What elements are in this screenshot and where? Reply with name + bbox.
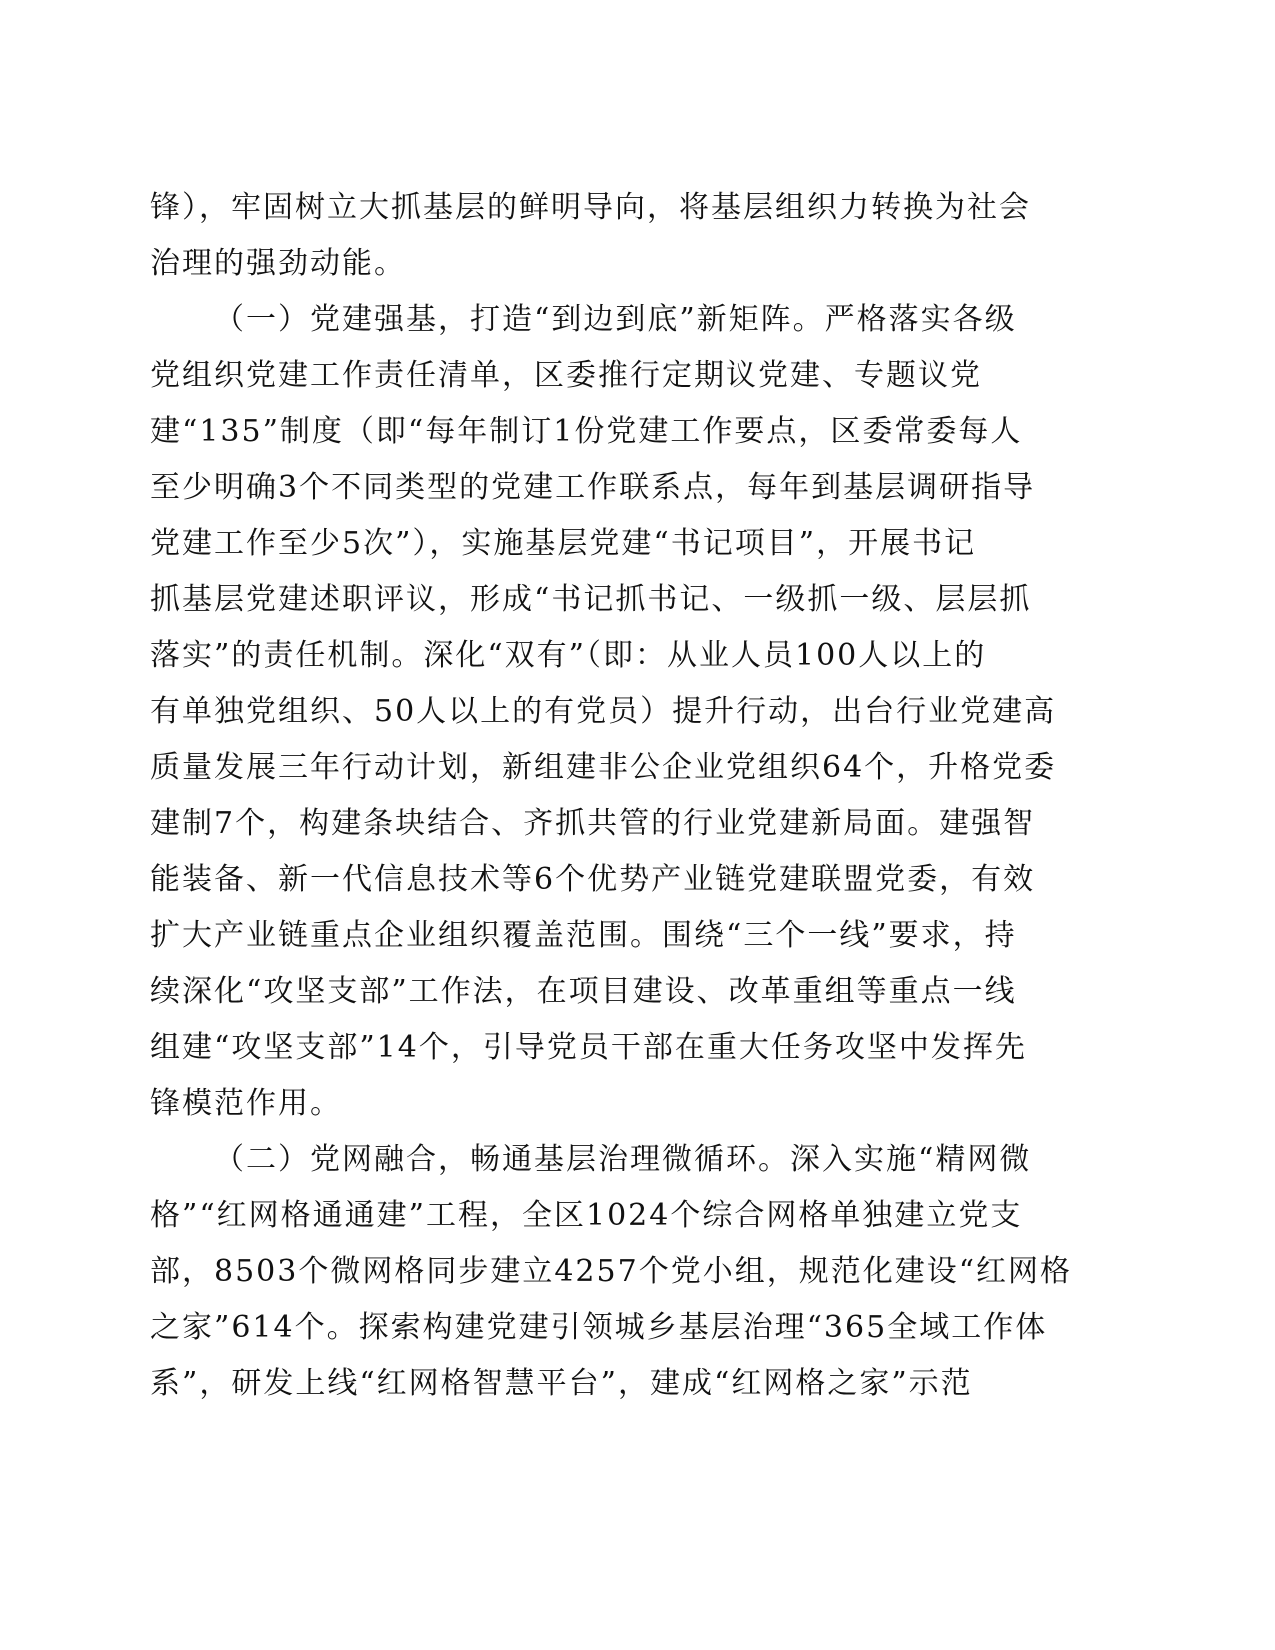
text-line: 建制7个，构建条块结合、齐抓共管的行业党建新局面。建强智 (150, 806, 1036, 841)
text-line: 续深化“攻坚支部”工作法，在项目建设、改革重组等重点一线 (150, 974, 1017, 1009)
text-line: 锋），牢固树立大抓基层的鲜明导向，将基层组织力转换为社会 (150, 190, 1031, 225)
text-line: 有单独党组织、50人以上的有党员）提升行动，出台行业党建高 (150, 694, 1057, 729)
text-line: 党组织党建工作责任清单，区委推行定期议党建、专题议党 (150, 358, 982, 393)
text-line: 至少明确3个不同类型的党建工作联系点，每年到基层调研指导 (150, 470, 1036, 505)
text-line: 能装备、新一代信息技术等6个优势产业链党建联盟党委，有效 (150, 862, 1036, 897)
text-line: 党建工作至少5次”），实施基层党建“书记项目”，开展书记 (150, 526, 977, 561)
text-line: 治理的强劲动能。 (150, 246, 406, 281)
text-line: 抓基层党建述职评议，形成“书记抓书记、一级抓一级、层层抓 (150, 582, 1032, 617)
text-line: 系”，研发上线“红网格智慧平台”，建成“红网格之家”示范 (150, 1366, 973, 1401)
text-line: 之家”614个。探索构建党建引领城乡基层治理“365全域工作体 (150, 1310, 1048, 1345)
text-line: 组建“攻坚支部”14个，引导党员干部在重大任务攻坚中发挥先 (150, 1030, 1027, 1065)
text-line: 建“135”制度（即“每年制订1份党建工作要点，区委常委每人 (150, 414, 1023, 449)
text-line: 质量发展三年行动计划，新组建非公企业党组织64个，升格党委 (150, 750, 1057, 785)
text-line: 锋模范作用。 (150, 1086, 342, 1121)
text-line: 格”“红网格通通建”工程，全区1024个综合网格单独建立党支 (150, 1198, 1023, 1233)
text-line: 部，8503个微网格同步建立4257个党小组，规范化建设“红网格 (150, 1254, 1073, 1289)
body-text (150, 180, 1073, 1412)
section-heading-line: （二）党网融合，畅通基层治理微循环。深入实施“精网微 (214, 1142, 1032, 1177)
text-line: 落实”的责任机制。深化“双有”（即：从业人员100人以上的 (150, 638, 987, 673)
text-line: 扩大产业链重点企业组织覆盖范围。围绕“三个一线”要求，持 (150, 918, 1017, 953)
section-heading-line: （一）党建强基，打造“到边到底”新矩阵。严格落实各级 (214, 302, 1017, 337)
